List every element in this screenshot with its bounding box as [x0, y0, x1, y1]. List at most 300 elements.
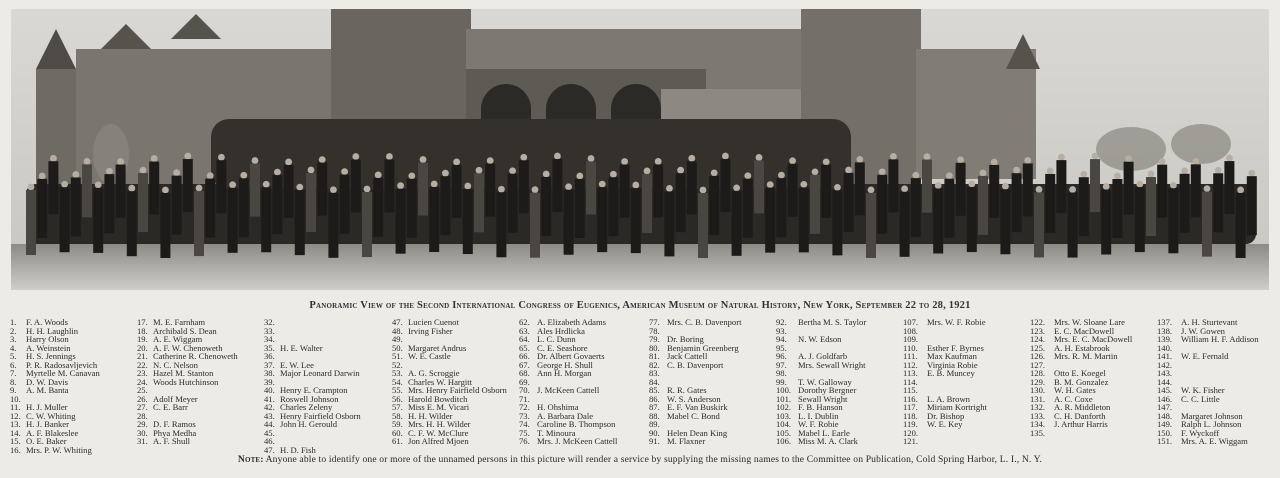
- entry-number: 79.: [649, 334, 660, 344]
- person-body: [216, 160, 226, 213]
- person-body: [1023, 163, 1033, 216]
- person-head: [218, 154, 225, 161]
- entry-name: Ales Hrdlicka: [537, 325, 585, 336]
- entry-name: William H. F. Addison: [1181, 334, 1259, 344]
- entry-name: A. G. Scroggie: [408, 368, 460, 378]
- person-body: [60, 187, 70, 252]
- person-body: [1191, 164, 1201, 217]
- entry-number: 35.: [264, 342, 275, 353]
- person-body: [362, 192, 372, 257]
- entry-name: Jack Cattell: [667, 351, 708, 361]
- entry-number: 10.: [10, 393, 21, 404]
- person-head: [924, 153, 931, 160]
- entry-name: Mrs. E. C. MacDowell: [1054, 334, 1133, 344]
- entry-name: Harold Bowditch: [408, 393, 468, 404]
- name-entry: [1157, 352, 1259, 361]
- entry-number: 118.: [903, 410, 918, 421]
- name-list-column-3: [264, 318, 361, 454]
- person-head: [1237, 187, 1244, 194]
- name-entry: [649, 318, 741, 327]
- entry-number: 141.: [1157, 351, 1173, 361]
- entry-number: 109.: [903, 334, 919, 344]
- entry-number: 129.: [1030, 376, 1046, 387]
- person-head: [823, 159, 830, 166]
- person-head: [386, 153, 393, 160]
- person-head: [1226, 155, 1233, 162]
- entry-name: Max Kaufman: [927, 351, 977, 361]
- entry-number: 126.: [1030, 351, 1046, 361]
- entry-name: Margaret Andrus: [408, 342, 467, 353]
- entry-number: 47.: [392, 317, 403, 327]
- person-body: [396, 189, 406, 254]
- person-body: [642, 174, 652, 233]
- person-body: [967, 187, 977, 252]
- person-body: [138, 173, 148, 232]
- entry-number: 61.: [392, 436, 403, 446]
- entry-name: Henry E. Crampton: [280, 385, 348, 395]
- entry-name: F. A. Woods: [26, 317, 68, 327]
- person-head: [901, 185, 908, 192]
- entry-number: 30.: [137, 427, 148, 438]
- entry-number: 41.: [264, 393, 275, 404]
- entry-name: L. C. Dunn: [537, 334, 576, 344]
- entry-name: W. E. Key: [927, 419, 963, 429]
- entry-name: Benjamin Greenberg: [667, 342, 739, 353]
- entry-number: 97.: [776, 359, 787, 370]
- entry-name: Archibald S. Dean: [153, 325, 217, 336]
- person-head: [431, 181, 438, 188]
- person-body: [1012, 173, 1022, 232]
- person-body: [373, 178, 383, 237]
- name-list-column-10: [1157, 318, 1259, 446]
- person-body: [732, 191, 742, 256]
- person-head: [812, 168, 819, 175]
- entry-name: C. C. Little: [1181, 393, 1220, 404]
- entry-number: 8.: [10, 376, 17, 387]
- entry-number: 53.: [392, 368, 403, 378]
- entry-name: Mrs. A. E. Wiggam: [1181, 436, 1248, 446]
- entry-number: 29.: [137, 419, 148, 429]
- person-head: [1069, 186, 1076, 193]
- entry-number: 85.: [649, 385, 660, 395]
- person-head: [778, 172, 785, 179]
- entry-name: N. W. Edson: [798, 334, 842, 344]
- entry-number: 27.: [137, 402, 148, 412]
- entry-name: Mrs. W. Sloane Lare: [1054, 317, 1125, 327]
- person-head: [308, 167, 315, 174]
- entry-name: Mabel C. Bond: [667, 410, 720, 421]
- person-head: [95, 182, 102, 189]
- name-entry: [264, 429, 361, 438]
- person-head: [408, 172, 415, 179]
- entry-number: 54.: [392, 376, 403, 387]
- person-body: [351, 160, 361, 213]
- person-head: [1002, 183, 1009, 190]
- entry-number: 142.: [1157, 359, 1173, 370]
- entry-number: 106.: [776, 436, 792, 446]
- entry-number: 22.: [137, 359, 148, 370]
- entry-name: Irving Fisher: [408, 325, 453, 336]
- person-head: [207, 172, 214, 179]
- entry-name: T. Minoura: [537, 427, 576, 438]
- entry-number: 24.: [137, 376, 148, 387]
- person-body: [295, 190, 305, 255]
- entry-name: Woods Hutchinson: [153, 376, 219, 387]
- entry-name: Mrs. Sewall Wright: [798, 359, 866, 370]
- entry-number: 95.: [776, 342, 787, 353]
- person-body: [48, 161, 58, 214]
- name-entry: [519, 386, 617, 395]
- person-body: [328, 193, 338, 258]
- entry-name: Mrs. W. F. Robie: [927, 317, 986, 327]
- person-body: [1000, 189, 1010, 254]
- person-body: [127, 191, 137, 256]
- person-head: [341, 168, 348, 175]
- entry-number: 133.: [1030, 410, 1046, 421]
- name-list-column-1: [10, 318, 100, 454]
- name-entry: [137, 437, 238, 446]
- entry-number: 127.: [1030, 359, 1046, 370]
- person-body: [1135, 187, 1145, 252]
- name-entry: [776, 437, 866, 446]
- entry-name: W. E. Fernald: [1181, 351, 1229, 361]
- person-head: [879, 168, 886, 175]
- entry-name: C. W. Whiting: [26, 410, 76, 421]
- entry-name: N. C. Nelson: [153, 359, 198, 370]
- person-head: [1114, 173, 1121, 180]
- person-body: [82, 164, 92, 217]
- entry-number: 90.: [649, 427, 660, 438]
- person-head: [84, 158, 91, 165]
- person-head: [1103, 183, 1110, 190]
- entry-number: 135.: [1030, 427, 1046, 438]
- person-head: [240, 172, 247, 179]
- entry-number: 32.: [264, 317, 275, 327]
- person-body: [911, 178, 921, 237]
- person-head: [117, 158, 124, 165]
- person-head: [543, 171, 550, 178]
- person-head: [1248, 170, 1255, 177]
- entry-name: Margaret Johnson: [1181, 410, 1243, 421]
- person-body: [93, 188, 103, 253]
- person-body: [418, 163, 428, 216]
- entry-name: M. Flaxner: [667, 436, 706, 446]
- entry-number: 73.: [519, 410, 530, 421]
- entry-number: 34.: [264, 334, 275, 344]
- person-body: [261, 187, 271, 252]
- person-head: [532, 186, 539, 193]
- person-head: [576, 173, 583, 180]
- entry-number: 45.: [264, 427, 275, 438]
- entry-number: 92.: [776, 317, 787, 327]
- name-entry: [649, 437, 741, 446]
- person-head: [229, 181, 236, 188]
- entry-number: 6.: [10, 359, 17, 370]
- entry-number: 15.: [10, 436, 21, 446]
- entry-name: Esther F. Byrnes: [927, 342, 984, 353]
- person-head: [554, 153, 561, 160]
- entry-number: 40.: [264, 385, 275, 395]
- person-body: [866, 193, 876, 258]
- entry-number: 11.: [10, 402, 21, 412]
- person-head: [72, 171, 79, 178]
- entry-name: Mrs. Henry Fairfield Osborn: [408, 385, 507, 395]
- person-body: [541, 177, 551, 236]
- entry-name: W. H. Gates: [1054, 385, 1096, 395]
- person-head: [666, 185, 673, 192]
- entry-number: 120.: [903, 427, 919, 438]
- entry-number: 74.: [519, 419, 530, 429]
- entry-number: 134.: [1030, 419, 1046, 429]
- person-head: [610, 171, 617, 178]
- entry-number: 125.: [1030, 342, 1046, 353]
- person-body: [698, 193, 708, 258]
- person-head: [375, 172, 382, 179]
- person-body: [496, 192, 506, 257]
- entry-number: 146.: [1157, 393, 1173, 404]
- person-body: [284, 165, 294, 218]
- entry-name: Mrs. P. W. Whiting: [26, 444, 92, 455]
- person-head: [1136, 181, 1143, 188]
- name-entry: [392, 437, 507, 446]
- person-head: [1036, 186, 1043, 193]
- person-body: [1124, 162, 1134, 215]
- entry-name: Ralph L. Johnson: [1181, 419, 1242, 429]
- entry-number: 78.: [649, 325, 660, 336]
- entry-name: A. Weinstein: [26, 342, 71, 353]
- person-head: [39, 173, 46, 180]
- entry-number: 44.: [264, 419, 275, 429]
- person-body: [1202, 192, 1212, 257]
- entry-number: 137.: [1157, 317, 1173, 327]
- person-body: [1112, 179, 1122, 238]
- entry-name: Dr. Bishop: [927, 410, 965, 421]
- person-head: [319, 156, 326, 163]
- entry-number: 110.: [903, 342, 918, 353]
- entry-number: 43.: [264, 410, 275, 421]
- person-body: [194, 191, 204, 256]
- person-body: [272, 175, 282, 234]
- entry-name: Dr. Albert Govaerts: [537, 351, 605, 361]
- entry-number: 84.: [649, 376, 660, 387]
- person-body: [776, 178, 786, 237]
- name-entry: [1157, 361, 1259, 370]
- name-entry: [1157, 395, 1259, 404]
- person-head: [464, 183, 471, 190]
- entry-name: A. Barbara Dale: [537, 410, 594, 421]
- entry-name: L. A. Brown: [927, 393, 970, 404]
- name-entry: [1157, 437, 1259, 446]
- person-head: [1170, 182, 1177, 189]
- entry-number: 91.: [649, 436, 660, 446]
- person-body: [530, 193, 540, 258]
- person-head: [677, 167, 684, 174]
- entry-number: 46.: [264, 436, 275, 446]
- person-body: [754, 160, 764, 213]
- person-body: [1090, 159, 1100, 212]
- entry-number: 102.: [776, 402, 792, 412]
- entry-number: 83.: [649, 368, 660, 378]
- entry-number: 119.: [903, 419, 918, 429]
- identification-note: [0, 454, 1280, 465]
- entry-name: A. R. Middleton: [1054, 402, 1111, 412]
- entry-number: 55.: [392, 385, 403, 395]
- person-body: [877, 175, 887, 234]
- entry-number: 112.: [903, 359, 918, 370]
- entry-name: Harry Olson: [26, 334, 69, 344]
- person-head: [800, 181, 807, 188]
- entry-number: 140.: [1157, 342, 1173, 353]
- entry-name: J. Arthur Harris: [1054, 419, 1108, 429]
- person-body: [765, 188, 775, 253]
- entry-number: 124.: [1030, 334, 1046, 344]
- person-body: [384, 159, 394, 212]
- person-head: [285, 159, 292, 166]
- entry-number: 36.: [264, 351, 275, 361]
- person-body: [172, 176, 182, 235]
- person-head: [1058, 154, 1065, 161]
- person-head: [744, 172, 751, 179]
- person-head: [453, 159, 460, 166]
- person-head: [767, 181, 774, 188]
- person-body: [149, 162, 159, 215]
- entry-number: 100.: [776, 385, 792, 395]
- name-entry: [1030, 352, 1132, 361]
- person-head: [700, 187, 707, 194]
- person-head: [980, 170, 987, 177]
- person-head: [296, 184, 303, 191]
- entry-name: A. E. Wiggam: [153, 334, 203, 344]
- entry-number: 116.: [903, 393, 918, 404]
- entry-name: Bertha M. S. Taylor: [798, 317, 867, 327]
- person-body: [340, 175, 350, 234]
- entry-name: E. C. MacDowell: [1054, 325, 1115, 336]
- entry-number: 17.: [137, 317, 148, 327]
- entry-number: 21.: [137, 351, 148, 361]
- person-body: [407, 179, 417, 238]
- entry-number: 7.: [10, 368, 17, 378]
- person-body: [1157, 165, 1167, 218]
- entry-number: 114.: [903, 376, 918, 387]
- entry-number: 49.: [392, 334, 403, 344]
- person-body: [1079, 177, 1089, 236]
- entry-number: 19.: [137, 334, 148, 344]
- entry-number: 52.: [392, 359, 403, 370]
- entry-number: 47.: [264, 444, 275, 455]
- person-head: [397, 182, 404, 189]
- person-head: [106, 168, 113, 175]
- entry-name: E. W. Lee: [280, 359, 314, 370]
- entry-number: 75.: [519, 427, 530, 438]
- person-head: [28, 184, 35, 191]
- name-entry: [10, 446, 100, 455]
- entry-number: 23.: [137, 368, 148, 378]
- person-body: [519, 160, 529, 213]
- entry-name: Mabel L. Earle: [798, 427, 850, 438]
- entry-name: C. H. Danforth: [1054, 410, 1106, 421]
- entry-name: W. S. Anderson: [667, 393, 721, 404]
- entry-number: 33.: [264, 325, 275, 336]
- person-body: [989, 165, 999, 218]
- entry-name: A. F. Blakeslee: [26, 427, 79, 438]
- person-body: [1180, 174, 1190, 233]
- person-head: [845, 167, 852, 174]
- entry-number: 5.: [10, 351, 17, 361]
- entry-name: A. F. W. Chenoweth: [153, 342, 223, 353]
- entry-number: 12.: [10, 410, 21, 421]
- entry-name: W. F. Robie: [798, 419, 839, 429]
- name-list-column-7: [776, 318, 866, 446]
- person-body: [944, 179, 954, 238]
- entry-name: A. H. Sturtevant: [1181, 317, 1238, 327]
- name-entry: [264, 327, 361, 336]
- person-body: [552, 159, 562, 212]
- person-head: [644, 168, 651, 175]
- entry-name: George H. Shull: [537, 359, 593, 370]
- entry-name: E. F. Van Buskirk: [667, 402, 728, 412]
- person-body: [1056, 160, 1066, 213]
- person-head: [733, 184, 740, 191]
- entry-number: 42.: [264, 402, 275, 412]
- person-head: [711, 170, 718, 177]
- photo-caption: Panoramic View of the Second International Congress of Eugenics, American Museum of Natural History, New York, September 22 to 28, 1921: [309, 300, 971, 311]
- person-body: [474, 173, 484, 232]
- person-head: [890, 153, 897, 160]
- person-head: [991, 159, 998, 166]
- name-list-column-2: [137, 318, 238, 446]
- name-entry: [903, 437, 987, 446]
- entry-name: Charles Zeleny: [280, 402, 333, 412]
- entry-number: 18.: [137, 325, 148, 336]
- entry-name: W. K. Fisher: [1181, 385, 1225, 395]
- entry-name: Miriam Kortright: [927, 402, 987, 412]
- person-body: [922, 160, 932, 213]
- entry-name: Otto E. Koegel: [1054, 368, 1106, 378]
- entry-number: 139.: [1157, 334, 1173, 344]
- person-body: [788, 164, 798, 217]
- entry-number: 31.: [137, 436, 148, 446]
- person-head: [588, 155, 595, 162]
- entry-name: F. Wyckoff: [1181, 427, 1220, 438]
- name-entry: [392, 352, 507, 361]
- entry-number: 16.: [10, 444, 21, 455]
- person-body: [1101, 190, 1111, 255]
- entry-name: J. McKeen Cattell: [537, 385, 600, 395]
- person-body: [743, 179, 753, 238]
- name-entry: [519, 369, 617, 378]
- entry-number: 26.: [137, 393, 148, 404]
- entry-number: 105.: [776, 427, 792, 438]
- person-body: [1213, 173, 1223, 232]
- entry-number: 69.: [519, 376, 530, 387]
- person-head: [196, 185, 203, 192]
- person-body: [429, 187, 439, 252]
- person-head: [834, 184, 841, 191]
- entry-name: John H. Gerould: [280, 419, 338, 429]
- entry-number: 130.: [1030, 385, 1046, 395]
- entry-number: 72.: [519, 402, 530, 412]
- entry-number: 67.: [519, 359, 530, 370]
- person-body: [116, 165, 126, 218]
- entry-number: 128.: [1030, 368, 1046, 378]
- entry-name: Myrtelle M. Canavan: [26, 368, 100, 378]
- entry-number: 64.: [519, 334, 530, 344]
- person-head: [184, 153, 191, 160]
- person-head: [655, 158, 662, 165]
- person-body: [508, 174, 518, 233]
- entry-name: Jon Alfred Mjoen: [408, 436, 469, 446]
- entry-name: W. E. Castle: [408, 351, 451, 361]
